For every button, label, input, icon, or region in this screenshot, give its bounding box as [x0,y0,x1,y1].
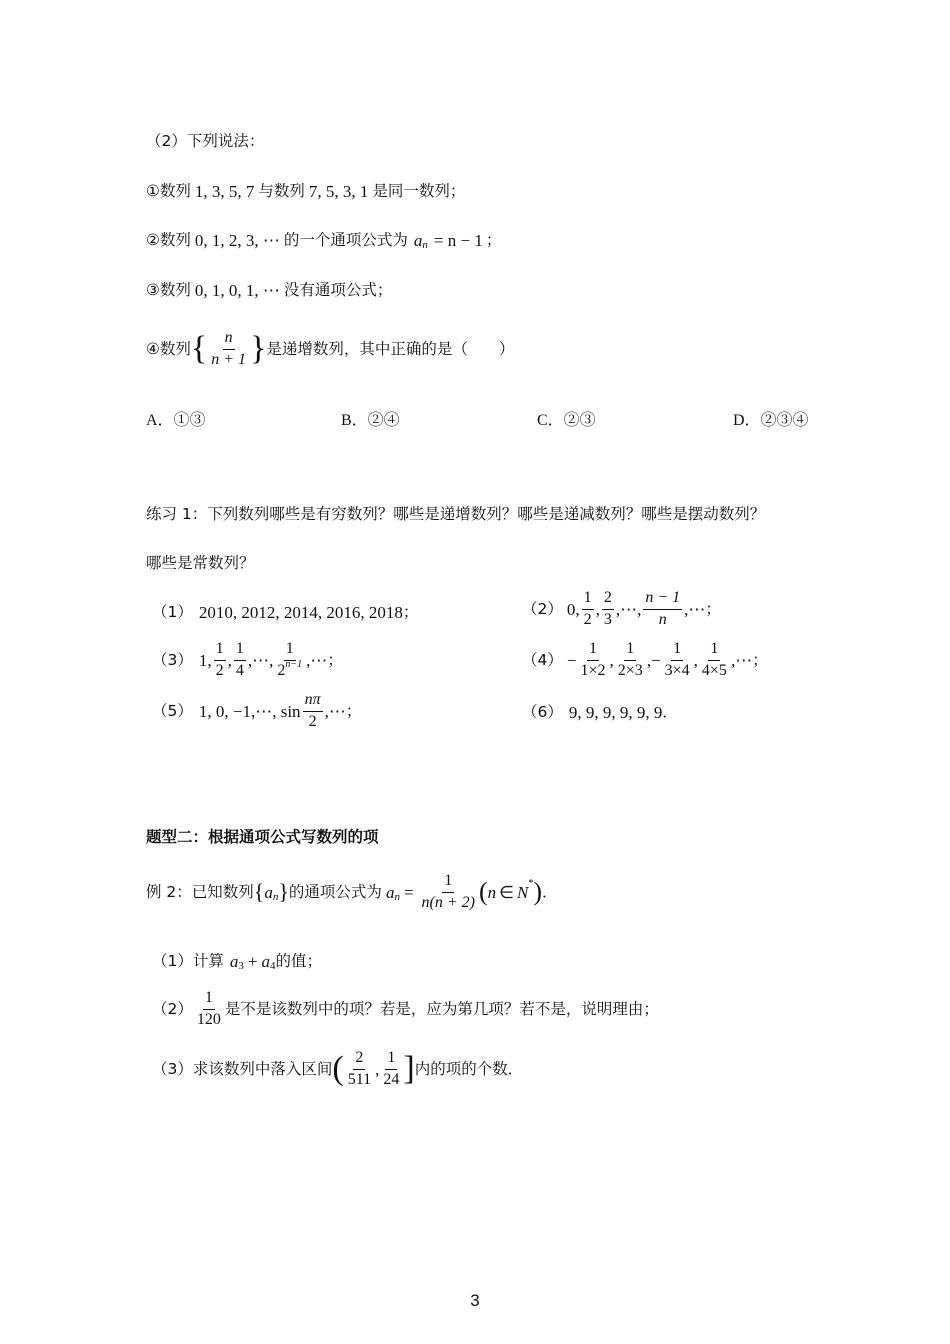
option-c: C．②③ [537,412,596,429]
seq-item-1: （1） 2010, 2012, 2014, 2016, 2018 ； [152,602,419,622]
seq-item-2: （2） 0, $\frac{1}{2}$ , $\frac{2}{3}$ ,⋯, $\frac{n - 1}{n}$ ,⋯ ； [522,589,721,628]
part-3: （3）求该数列中落入区间 ( $\frac{2}{511}$ , $\frac{1}{24}$ ] 内的项的个数． [152,1049,524,1088]
q2-intro: （2）下列说法： [146,132,265,150]
seq-item-3: （3） 1, $\frac{1}{2}$ , $\frac{1}{4}$ ,⋯, $\frac{1}{2^{n-1}}$ ,⋯ ； [152,640,343,679]
exercise-1-line1: 练习 1：下列数列哪些是有穷数列？哪些是递增数列？哪些是递减数列？哪些是摆动数列？ [146,505,766,523]
section-heading: 题型二：根据通项公式写数列的项 [146,828,379,846]
page-number: 3 [470,1291,480,1310]
statement-2: ②数列 0, 1, 2, 3, ⋯ 的一个通项公式为 a n = n − 1 ； [146,230,502,251]
option-d: D．②③④ [733,412,809,429]
option-a: A．①③ [146,412,206,429]
seq-item-6: （6） 9, 9, 9, 9, 9, 9 ． [522,702,678,722]
seq-item-4: （4） − $\frac{1}{1\times 2}$ , $\frac{1}{2\times 3}$ ,− $\frac{1}{3\times 4}$ , $\frac{1}{4\times 5}$ ,⋯ ； [522,640,768,679]
exercise-1-line2: 哪些是常数列？ [146,554,255,572]
part-1: （1）计算 a 3 + a 4 的值； [152,951,322,972]
statement-3: ③数列 0, 1, 0, 1, ⋯ 没有通项公式； [146,280,393,300]
seq-item-5: （5） 1, 0, −1,⋯, sin $\frac{n\pi}{2}$ ,⋯ ； [152,691,362,730]
part-2: （2） $\frac{1}{120}$ 是不是该数列中的项？若是，应为第几项？若不是，说明理由； [152,989,659,1028]
example-2: 例 2：已知数列 { a n } 的通项公式为 a n = $\frac{1}{n(n + 2)}$ ( n ∈ N * ) ． [146,872,558,911]
option-b: B．②④ [341,412,400,429]
statement-4: ④数列 { $\frac{n}{n + 1}$ } 是递增数列，其中正确的是（ ） [146,329,515,368]
statement-1: ①数列 1, 3, 5, 7 与数列 7, 5, 3, 1 是同一数列； [146,181,466,201]
